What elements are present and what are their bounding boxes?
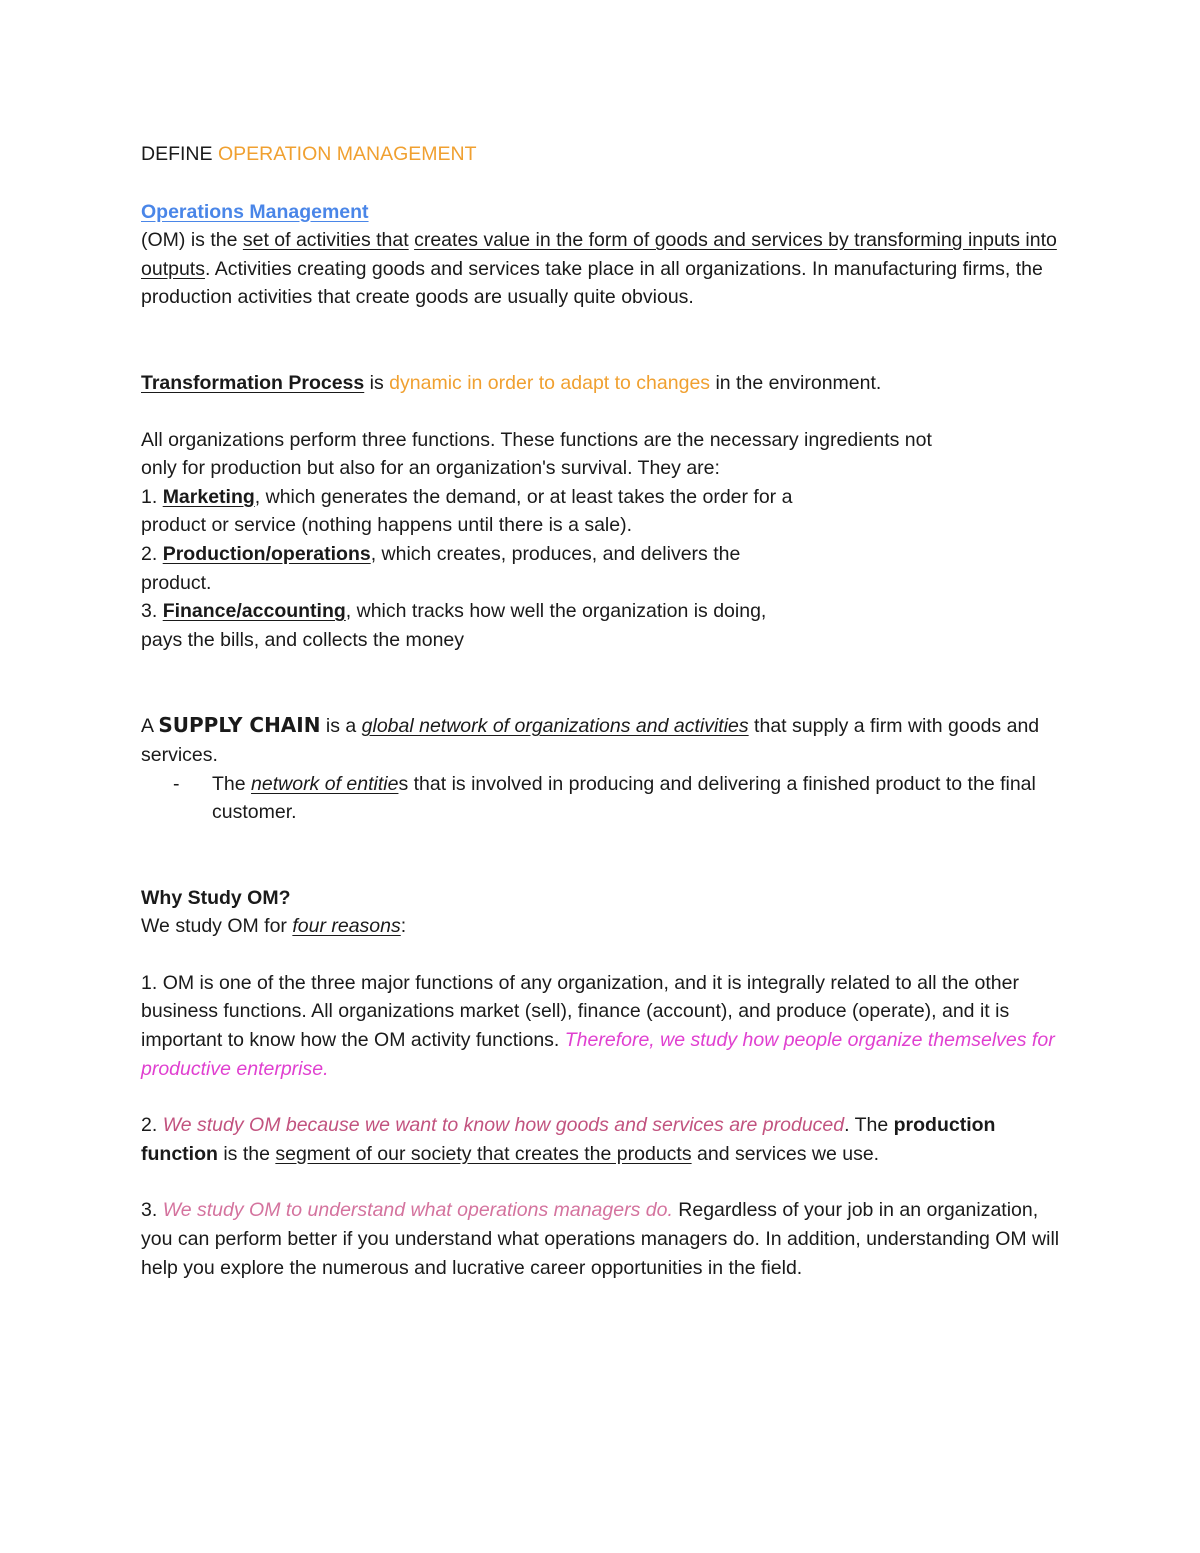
om-text-1: (OM) is the [141, 229, 243, 252]
function-num: 1. [141, 485, 163, 508]
title-prefix: DEFINE [141, 143, 218, 165]
function-text: , which generates the demand, or at least takes the order for a [254, 485, 793, 508]
bullet-text [212, 770, 1070, 827]
function-item-production-cont: product. [141, 571, 212, 594]
spacer [141, 312, 1070, 369]
function-term: Finance/accounting [162, 600, 346, 623]
bullet-text-1: The [212, 772, 252, 795]
function-item-marketing [141, 483, 1070, 512]
why-intro-colon: : [400, 915, 407, 938]
why-intro [141, 912, 1070, 941]
transformation-text-1: is [364, 371, 390, 394]
supply-chain-bullet [141, 770, 1070, 827]
function-num: 3. [141, 600, 163, 623]
transformation-text-2: in the environment. [710, 371, 882, 394]
reason-text: OM is one of the three major functions of any organization, and it is integrally related to all the other business functions. All organizations market (sell), finance (account), and produce (operate), and it is important to know how the OM activity functions. [141, 971, 1019, 1052]
supply-chain-text-1: A [141, 715, 159, 738]
page-title [141, 140, 1070, 169]
supply-chain-emphasis: global network of organizations and activities [361, 715, 749, 738]
om-underline-1: set of activities that [242, 229, 409, 252]
reason-text: Regardless of your job in an organization, you can perform better if you understand what operations managers do. In addition, understanding OM will help you explore the numerous and lucrative career opportunities in the field. [141, 1199, 1060, 1279]
function-text: , which creates, produces, and delivers the [370, 542, 741, 565]
reason-emphasis: We study OM because we want to know how goods and services are produced [162, 1114, 845, 1137]
bullet-dash: - [173, 772, 180, 795]
spacer [141, 941, 1070, 969]
supply-chain-term: SUPPLY CHAIN [158, 713, 321, 738]
function-term: Marketing [162, 485, 255, 508]
spacer [141, 1083, 1070, 1111]
reason-bold-term: production function [141, 1114, 996, 1165]
reason-emphasis: We study OM to understand what operations managers do. [162, 1199, 673, 1222]
transformation-highlight: dynamic in order to adapt to changes [389, 371, 711, 394]
function-num: 2. [141, 542, 163, 565]
why-heading: Why Study OM? [141, 886, 291, 909]
functions-intro-line-1: All organizations perform three functions. These functions are the necessary ingredients not [141, 428, 932, 451]
om-text-3: . Activities creating goods and services take place in all organizations. In manufacturing firms, the production activities that create goods are usually quite obvious. [141, 257, 1043, 309]
reason-2 [141, 1111, 1070, 1168]
why-intro-emphasis: four reasons [292, 915, 401, 938]
reason-num: 2. [141, 1114, 163, 1137]
bullet-text-2: s that is involved in producing and delivering a finished product to the final customer. [212, 772, 1036, 824]
reason-1 [141, 969, 1070, 1083]
function-text: , which tracks how well the organization is doing, [345, 600, 767, 623]
supply-chain-paragraph [141, 711, 1070, 769]
transformation-paragraph [141, 369, 1070, 398]
supply-chain-text-2: is a [320, 715, 362, 738]
reason-num: 3. [141, 1199, 163, 1222]
om-heading: Operations Management [141, 200, 369, 223]
function-term: Production/operations [162, 542, 371, 565]
reason-underline: segment of our society that creates the products [275, 1142, 692, 1165]
bullet-emphasis: network of entitie [251, 772, 399, 795]
reason-num: 1. [141, 971, 163, 994]
spacer [141, 398, 1070, 426]
supply-chain-text-3: that supply a firm with goods and services. [141, 715, 1040, 766]
reason-text-1: . The [844, 1114, 894, 1137]
function-item-finance [141, 597, 1070, 626]
om-underline-2: creates value in the form of goods and services by transforming inputs into outputs [141, 229, 1057, 280]
function-item-production [141, 540, 1070, 569]
reason-text-3: and services we use. [691, 1142, 880, 1165]
functions-intro-line-2: only for production but also for an organization's survival. They are: [141, 457, 720, 480]
om-definition [141, 226, 1070, 312]
reason-emphasis: Therefore, we study how people organize themselves for productive enterprise. [141, 1029, 1055, 1080]
title-highlight: OPERATION MANAGEMENT [217, 143, 477, 165]
reason-3 [141, 1196, 1070, 1282]
spacer [141, 827, 1070, 884]
transformation-term: Transformation Process [141, 371, 365, 394]
function-item-finance-cont: pays the bills, and collects the money [141, 628, 465, 651]
spacer [141, 654, 1070, 711]
why-intro-text: We study OM for [141, 915, 293, 938]
reason-text-2: is the [217, 1142, 276, 1165]
spacer [141, 1168, 1070, 1196]
function-item-marketing-cont: product or service (nothing happens until there is a sale). [141, 514, 633, 537]
